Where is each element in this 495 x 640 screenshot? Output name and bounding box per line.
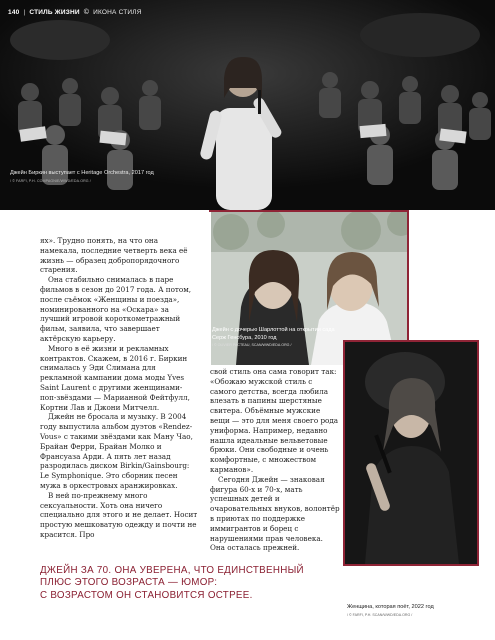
subsection-title: ИКОНА СТИЛЯ [93,8,142,16]
caption-top [10,170,160,183]
caption-middle-credit: / © OLIVIER PACTEAU, SCAN/WWD/EDA.ORG / [212,343,292,348]
paragraph: Много в её жизни и рекламных контрактов. Скажем, в 2016 г. Биркин снималась у Эди Слимана для рекламной кампании дома моды Yves Saint Laurent с другими женщинами-поп-звёздами — Марианной Фейтфулл, Кортни Лав и Джони Митчелл. [40,343,190,412]
paragraph: Сегодня Джейн — знаковая фигура 60-х и 70-х, мать успешных детей и очаровательных внуков, волонтёр в приютах по поддержке иммигрантов и борец с нарушениями прав человека. Она осталась прежней. [210,474,340,553]
paragraph: В ней по-прежнему много сексуальности. Хоть она ничего специально для этого и не делает. Носит простую мешковатую одежду и почти не красится. Про [40,490,198,539]
caption-middle-text: Джейн с дочерью Шарлоттой на открытии сада Серж Генсбура, 2010 год [212,327,335,341]
caption-top-credit: / © FARFI, P.H. COMPAGNIE/WWD/EDA.ORG / [10,178,91,183]
page-header [8,5,142,19]
caption-middle [212,327,342,348]
header-divider: | [23,8,26,16]
article-right-column [210,367,340,553]
pull-quote-line: ДЖЕЙН ЗА 70. ОНА УВЕРЕНА, ЧТО ЕДИНСТВЕННЫЙ [40,565,304,576]
magazine-logo-icon: © [83,8,90,16]
caption-top-text: Джейн Биркин выступает с Heritage Orchestra, 2017 год [10,170,154,176]
caption-bottom-right [347,604,487,617]
singer-2022-photo-graphic [345,342,477,564]
paragraph: Джейн не бросала и музыку. В 2004 году выпустила альбом дуэтов «Rendez-Vous» с такими звёздами как Ману Чао, Брайан Ферри, Брайан Молко и Франсуаза Арди. А пять лет назад разродилась диском Birkin/Gainsbourg: Le Symphonique. Это сборник песен мужа в оркестровых аранжировках. [40,412,193,490]
caption-bottom-right-credit: / © FARFI, P.H. SCAN/WWD/EDA.ORG / [347,612,413,617]
article-left-column [40,236,198,540]
pull-quote [40,565,340,602]
section-title: СТИЛЬ ЖИЗНИ [29,8,80,16]
pull-quote-line: ПЛЮС ЭТОГО ВОЗРАСТА — ЮМОР: [40,577,218,589]
pull-quote-line: С ВОЗРАСТОМ ОН СТАНОВИТСЯ ОСТРЕЕ. [40,589,253,601]
page-number: 140 [8,8,20,16]
paragraph: Она стабильно снималась в паре фильмов в сезон до 2017 года. А потом, после съёмок «Женщины и поезда», номинированного на «Оскара» за лучший игровой короткометражный фильм, заявила, что завершает актёрскую карьеру. [40,275,192,343]
paragraph: свой стиль она сама говорит так: «Обожаю мужской стиль с самого детства, всегда любила влезать в папины шерстяные свитера. Объёмные мужские вещи — это для меня своего рода униформа. Например, недавно нашла идеальные вельветовые брюки. Они свободные и очень комфортные, с множеством карманов». [210,367,339,474]
caption-bottom-right-text: Женщина, которая поёт, 2022 год [347,604,434,610]
singer-2022-photo [345,342,477,564]
paragraph: ях». Трудно понять, на что она намекала, последние четверть века её жизнь — образец добропорядочного старения. [40,236,188,275]
